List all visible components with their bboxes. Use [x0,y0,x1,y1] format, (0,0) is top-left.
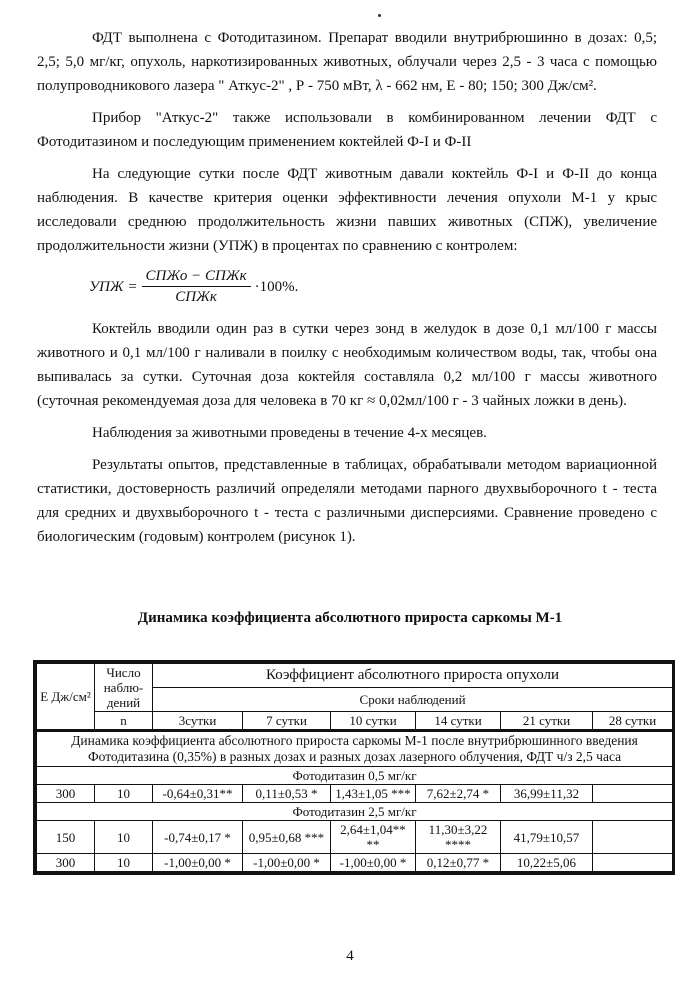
formula-tail: ·100%. [254,278,299,295]
period-header: 3сутки [153,712,243,731]
cell-value [593,854,673,872]
table-description: Динамика коэффициента абсолютного прироста саркомы М-1 после внутрибрюшинного введения Фотодитазина (0,35%) в разных дозах и разных дозах лазерного облучения, ФДТ ч/з 2,5 часа [37,731,673,767]
cell-value: 1,43±1,05 *** [331,785,416,803]
paragraph-2: Прибор "Аткус-2" также использовали в комбинированном лечении ФДТ с Фотодитазином и последующим применением коктейлей Ф-I и Ф-II [37,110,657,150]
cell-value: 0,11±0,53 * [243,785,331,803]
formula-denominator: СПЖк [175,289,217,305]
cell-n: 10 [95,854,153,872]
cell-e: 300 [37,854,95,872]
cell-value [593,821,673,854]
group-label: Фотодитазин 0,5 мг/кг [37,767,673,785]
results-table [33,660,675,875]
cell-e: 300 [37,785,95,803]
cell-value: 41,79±10,57 [501,821,593,854]
cell-value: 36,99±11,32 [501,785,593,803]
cell-value: -1,00±0,00 * [331,854,416,872]
period-header: 28 сутки [593,712,673,731]
table-row [37,821,673,854]
cell-e: 150 [37,821,95,854]
formula-lhs: УПЖ = [89,278,138,295]
cell-value: 0,12±0,77 * [416,854,501,872]
period-header: 7 сутки [243,712,331,731]
cell-value: -0,64±0,31** [153,785,243,803]
cell-n: 10 [95,785,153,803]
table-row [37,854,673,872]
table-row [37,785,673,803]
period-header: 21 сутки [501,712,593,731]
period-header: 14 сутки [416,712,501,731]
cell-value: 2,64±1,04** ** [331,821,416,854]
paragraph-5: Наблюдения за животными проведены в течение 4-х месяцев. [92,425,487,441]
scan-speck [378,14,381,17]
formula-numerator: СПЖо − СПЖк [142,266,251,287]
upzh-formula [89,266,657,307]
cell-value: 7,62±2,74 * [416,785,501,803]
col-header-n-symbol: n [95,712,153,731]
group-label: Фотодитазин 2,5 мг/кг [37,803,673,821]
cell-value: 10,22±5,06 [501,854,593,872]
paragraph-6: Результаты опытов, представленные в таблицах, обрабатывали методом вариационной статистики, достоверность различий определяли методами парного двухвыборочного t - теста для средних и двухвыборочного t - теста с различными дисперсиями. Сравнение проведено с биологическим (годовым) контролем (рисунок 1). [37,457,657,545]
table-caption: Динамика коэффициента абсолютного прироста саркомы М-1 [137,610,563,626]
cell-value: -1,00±0,00 * [153,854,243,872]
period-header: 10 сутки [331,712,416,731]
page-number: 4 [346,948,354,964]
sub-header: Сроки наблюдений [153,688,673,712]
paragraph-1: ФДТ выполнена с Фотодитазином. Препарат вводили внутрибрюшинно в дозах: 0,5; 2,5; 5,0 мг/кг, опухоль, наркотизированных животных, облучали через 2,5 - 3 часа с помощью полупроводникового лазера " Аткус-2" , Р - 750 мВт, λ - 662 нм, Е - 80; 150; 300 Дж/см². [37,30,657,94]
main-header: Коэффициент абсолютного прироста опухоли [153,664,673,688]
cell-value: -0,74±0,17 * [153,821,243,854]
cell-value: 0,95±0,68 *** [243,821,331,854]
col-header-e: Е Дж/см² [37,664,95,731]
cell-value: 11,30±3,22 **** [416,821,501,854]
cell-value [593,785,673,803]
paragraph-3: На следующие сутки после ФДТ животным давали коктейль Ф-I и Ф-II до конца наблюдения. В качестве критерия оценки эффективности лечения опухоли М-1 у крыс исследовали среднюю продолжительность жизни павших животных (СПЖ), увеличение продолжительности жизни (УПЖ) в процентах по сравнению с контролем: [37,166,657,254]
cell-n: 10 [95,821,153,854]
body-text [37,26,657,557]
formula-fraction [142,266,251,307]
col-header-n: Число наблю-дений [95,664,153,712]
cell-value: -1,00±0,00 * [243,854,331,872]
paragraph-4: Коктейль вводили один раз в сутки через зонд в желудок в дозе 0,1 мл/100 г массы животного и 0,1 мл/100 г наливали в поилку с необходимым количеством воды, так, чтобы она выпивалась за сутки. Суточная доза коктейля составляла 0,2 мл/100 г массы животного (суточная рекомендуемая доза для человека в 70 кг ≈ 0,02мл/100 г - 3 чайных ложки в день). [37,321,657,409]
